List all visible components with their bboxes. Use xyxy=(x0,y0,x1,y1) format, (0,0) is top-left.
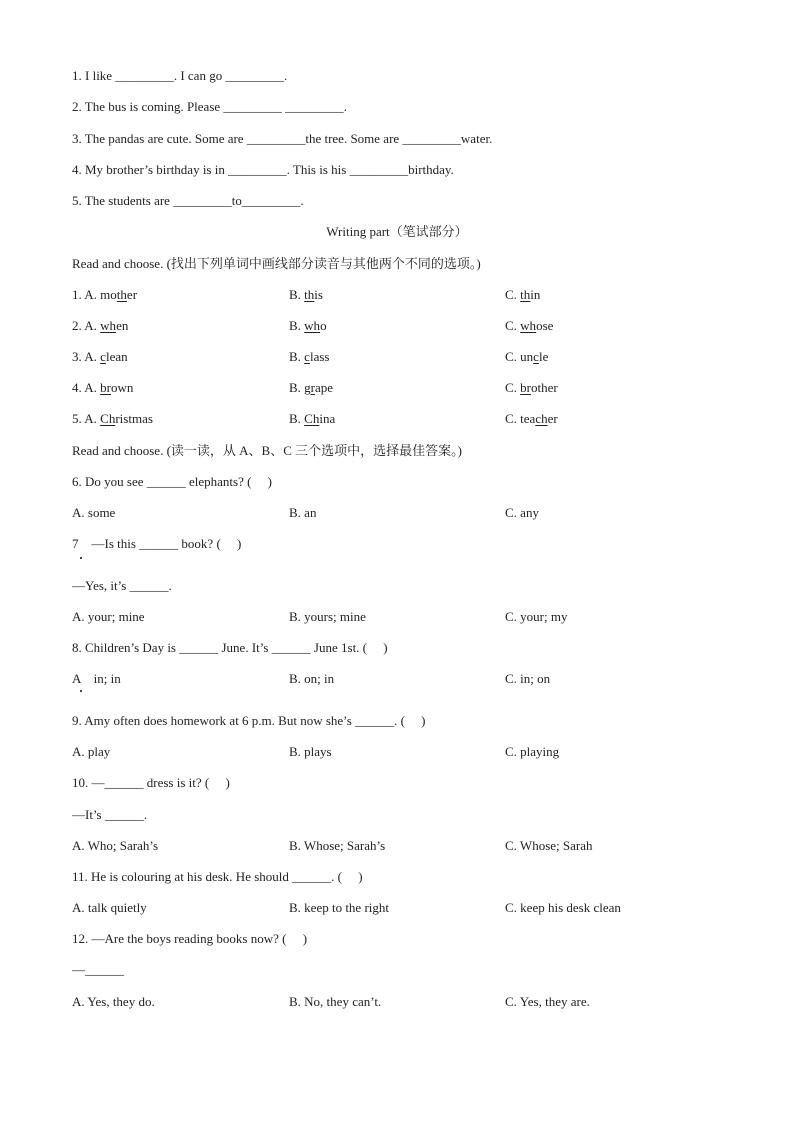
question-6-options xyxy=(0,505,794,521)
underlined-letters: br xyxy=(100,380,112,395)
option-c: C. playing xyxy=(505,744,560,759)
underlined-letters: wh xyxy=(100,318,117,333)
option-b: B. keep to the right xyxy=(289,900,390,915)
option-c: C. Yes, they are. xyxy=(505,994,590,1009)
option-b: B. plays xyxy=(289,744,332,759)
option-a: 2. A. when xyxy=(72,318,129,333)
underlined-letters: wh xyxy=(520,318,537,333)
fill-line-5: 5. The students are _________to_________. xyxy=(72,193,304,208)
option-b: B. yours; mine xyxy=(289,609,366,624)
option-b: B. No, they can’t. xyxy=(289,994,382,1009)
option-c: C. keep his desk clean xyxy=(505,900,621,915)
section-instruction-phonics: Read and choose. (找出下列单词中画线部分读音与其他两个不同的选项。) xyxy=(72,256,481,271)
question-11-options xyxy=(0,900,794,916)
option-a: A. talk quietly xyxy=(72,900,147,915)
underlined-letters: wh xyxy=(304,318,321,333)
phonics-row-4 xyxy=(0,380,794,396)
section-instruction-choose: Read and choose. (读一读，从 A、B、C 三个选项中，选择最佳答案。) xyxy=(72,443,462,458)
option-a: 5. A. Christmas xyxy=(72,411,153,426)
option-a: 3. A. clean xyxy=(72,349,128,364)
phonics-row-1 xyxy=(0,287,794,303)
option-b: B. China xyxy=(289,411,336,426)
question-7-options xyxy=(0,609,794,625)
fill-line-2: 2. The bus is coming. Please _________ _________. xyxy=(72,99,347,114)
option-b: B. Whose; Sarah’s xyxy=(289,838,386,853)
option-a: A. Who; Sarah’s xyxy=(72,838,159,853)
underlined-letters: c xyxy=(304,349,310,364)
option-a: A. play xyxy=(72,744,111,759)
question-7: 7 —Is this ______ book? ( ) xyxy=(72,536,242,551)
underlined-letters: c xyxy=(100,349,106,364)
underlined-letters: c xyxy=(533,349,539,364)
question-10-options xyxy=(0,838,794,854)
option-a: 1. A. mother xyxy=(72,287,138,302)
option-c: C. whose xyxy=(505,318,554,333)
option-c: C. uncle xyxy=(505,349,549,364)
question-10-reply: —It’s ______. xyxy=(72,807,148,822)
option-a: 4. A. brown xyxy=(72,380,134,395)
phonics-row-2 xyxy=(0,318,794,334)
underlined-letters: Ch xyxy=(100,411,116,426)
option-c: C. in; on xyxy=(505,671,551,686)
question-12-options xyxy=(0,994,794,1010)
option-b: B. on; in xyxy=(289,671,335,686)
option-b: B. who xyxy=(289,318,327,333)
underlined-letters: ch xyxy=(535,411,548,426)
option-a: A. your; mine xyxy=(72,609,145,624)
option-a: A. Yes, they do. xyxy=(72,994,155,1009)
underlined-letters: gr xyxy=(304,380,316,395)
question-12-reply: —______ xyxy=(72,962,124,977)
phonics-row-5 xyxy=(0,411,794,427)
option-a: A in; in xyxy=(72,671,121,686)
question-11: 11. He is colouring at his desk. He should ______. ( ) xyxy=(72,869,363,884)
option-c: C. your; my xyxy=(505,609,568,624)
underlined-letters: th xyxy=(116,287,127,302)
underlined-letters: Ch xyxy=(304,411,320,426)
fill-line-1: 1. I like _________. I can go _________. xyxy=(72,68,288,83)
underlined-letters: th xyxy=(520,287,531,302)
question-10: 10. —______ dress is it? ( ) xyxy=(72,775,230,790)
phonics-row-3 xyxy=(0,349,794,365)
option-c: C. any xyxy=(505,505,539,520)
question-12: 12. —Are the boys reading books now? ( ) xyxy=(72,931,308,946)
writing-part-title: Writing part（笔试部分） xyxy=(326,224,468,239)
question-9: 9. Amy often does homework at 6 p.m. But now she’s ______. ( ) xyxy=(72,713,426,728)
stray-dot xyxy=(80,557,82,559)
underlined-letters: th xyxy=(304,287,315,302)
underlined-letters: br xyxy=(520,380,532,395)
question-6: 6. Do you see ______ elephants? ( ) xyxy=(72,474,273,489)
option-c: C. thin xyxy=(505,287,541,302)
option-a: A. some xyxy=(72,505,116,520)
question-8-options xyxy=(0,671,794,687)
question-7-reply: —Yes, it’s ______. xyxy=(72,578,172,593)
stray-dot xyxy=(80,690,82,692)
fill-line-4: 4. My brother’s birthday is in _________. This is his _________birthday. xyxy=(72,162,454,177)
option-c: C. Whose; Sarah xyxy=(505,838,593,853)
option-c: C. brother xyxy=(505,380,558,395)
question-8: 8. Children’s Day is ______ June. It’s ______ June 1st. ( ) xyxy=(72,640,388,655)
question-9-options xyxy=(0,744,794,760)
option-b: B. this xyxy=(289,287,323,302)
option-b: B. an xyxy=(289,505,317,520)
option-c: C. teacher xyxy=(505,411,558,426)
option-b: B. class xyxy=(289,349,330,364)
option-b: B. grape xyxy=(289,380,334,395)
fill-line-3: 3. The pandas are cute. Some are _________the tree. Some are _________water. xyxy=(72,131,493,146)
